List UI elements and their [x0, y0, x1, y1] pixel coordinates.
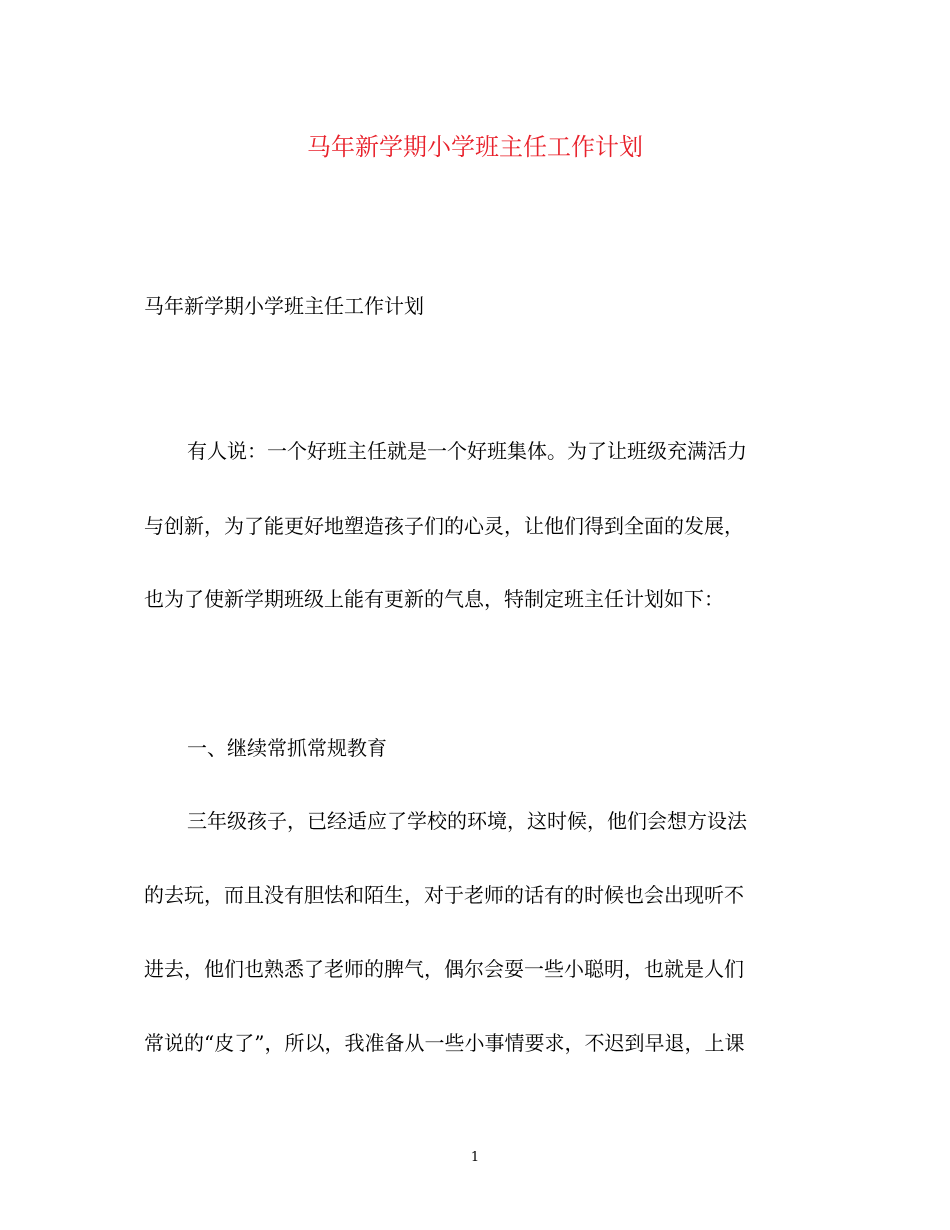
- section-line: 常说的“皮了”，所以，我准备从一些小事情要求，不迟到早退，上课: [144, 1031, 745, 1055]
- document-title: 马年新学期小学班主任工作计划: [307, 133, 643, 161]
- intro-line: 也为了使新学期班级上能有更新的气息，特制定班主任计划如下：: [144, 587, 724, 611]
- intro-line: 有人说：一个好班主任就是一个好班集体。为了让班级充满活力: [187, 439, 747, 463]
- section-line: 的去玩，而且没有胆怯和陌生，对于老师的话有的时候也会出现听不: [144, 883, 744, 907]
- intro-line: 与创新，为了能更好地塑造孩子们的心灵，让他们得到全面的发展，: [144, 514, 744, 538]
- document-subtitle: 马年新学期小学班主任工作计划: [144, 294, 424, 318]
- section-heading: 一、继续常抓常规教育: [187, 736, 387, 760]
- section-line: 三年级孩子，已经适应了学校的环境，这时候，他们会想方设法: [187, 809, 747, 833]
- page-number: 1: [470, 1150, 480, 1165]
- section-line: 进去，他们也熟悉了老师的脾气，偶尔会耍一些小聪明，也就是人们: [144, 957, 744, 981]
